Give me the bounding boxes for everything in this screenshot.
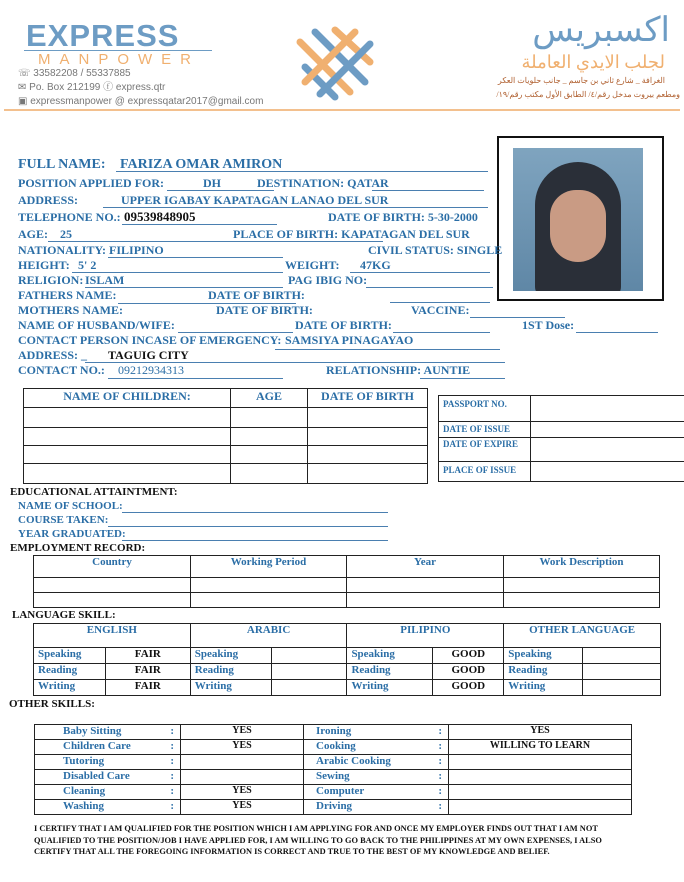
- children-header-age: AGE: [231, 389, 308, 408]
- skill-value[interactable]: [449, 770, 632, 785]
- language-skill-label: Speaking: [190, 648, 271, 664]
- language-skill-label: Reading: [34, 664, 106, 680]
- skill-value[interactable]: [449, 755, 632, 770]
- employment-cell[interactable]: [191, 578, 347, 593]
- height-value: 5' 2: [78, 258, 97, 272]
- skill-value[interactable]: YES: [181, 740, 304, 755]
- colon: :: [170, 755, 174, 767]
- first-dose-label: 1ST Dose:: [522, 318, 575, 332]
- skill-label: [35, 770, 181, 785]
- skill-name: Sewing: [316, 770, 350, 782]
- fathers-dob-label: DATE OF BIRTH:: [208, 288, 305, 302]
- skill-label: [35, 785, 181, 800]
- employment-title: EMPLOYMENT RECORD:: [10, 542, 146, 554]
- colon: :: [438, 800, 442, 812]
- skill-value[interactable]: YES: [181, 725, 304, 740]
- children-table: [23, 388, 428, 484]
- place-of-issue-label: PLACE OF ISSUE: [439, 462, 531, 482]
- skill-value[interactable]: YES: [181, 800, 304, 815]
- language-skill-label: Writing: [190, 680, 271, 696]
- child-cell[interactable]: [231, 428, 308, 446]
- religion-value: ISLAM: [85, 273, 125, 287]
- children-header-name: NAME OF CHILDREN:: [24, 389, 231, 408]
- course-label: COURSE TAKEN:: [18, 514, 109, 526]
- skill-name: Children Care: [63, 740, 131, 752]
- skill-name: Baby Sitting: [63, 725, 122, 737]
- colon: :: [438, 770, 442, 782]
- skill-value[interactable]: YES: [449, 725, 632, 740]
- date-of-issue-value[interactable]: [531, 422, 684, 438]
- child-cell[interactable]: [231, 446, 308, 464]
- other-skills-title: OTHER SKILLS:: [9, 698, 95, 710]
- date-of-expire-label: DATE OF EXPIRE: [439, 438, 531, 462]
- relationship-label: RELATIONSHIP: AUNTIE: [326, 363, 471, 377]
- language-title: LANGUAGE SKILL:: [12, 609, 116, 621]
- age-label: AGE:: [18, 227, 48, 241]
- language-skill-label: Writing: [347, 680, 433, 696]
- address-label: ADDRESS:: [18, 193, 79, 207]
- date-of-expire-value[interactable]: [531, 438, 684, 462]
- employment-cell[interactable]: [504, 593, 660, 608]
- skill-name: Driving: [316, 800, 353, 812]
- destination-label: DESTINATION: QATAR: [257, 176, 389, 190]
- language-header: OTHER LANGUAGE: [504, 624, 661, 648]
- instagram-icon: ▣: [18, 96, 28, 107]
- applicant-photo: [497, 136, 664, 301]
- language-skill-label: Reading: [190, 664, 271, 680]
- nationality-label: NATIONALITY: FILIPINO: [18, 243, 164, 257]
- language-skill-level[interactable]: FAIR: [105, 664, 190, 680]
- skill-label: [304, 740, 449, 755]
- pob-label: PLACE OF BIRTH: KAPATAGAN DEL SUR: [233, 227, 470, 241]
- skill-value[interactable]: [181, 770, 304, 785]
- position-label: POSITION APPLIED FOR:: [18, 176, 165, 190]
- child-cell[interactable]: [308, 408, 428, 428]
- school-label: NAME OF SCHOOL:: [18, 500, 123, 512]
- place-of-issue-value[interactable]: [531, 462, 684, 482]
- facebook-icon: ⓕ: [103, 82, 114, 93]
- spouse-label: NAME OF HUSBAND/WIFE:: [18, 318, 175, 332]
- skill-label: [304, 785, 449, 800]
- emergency-address-value: TAGUIG CITY: [108, 348, 189, 362]
- language-skill-level[interactable]: [583, 648, 661, 664]
- mothers-name-label: MOTHERS NAME:: [18, 303, 123, 317]
- language-skill-label: Speaking: [347, 648, 433, 664]
- skill-name: Arabic Cooking: [316, 755, 391, 767]
- employment-table: [33, 555, 660, 608]
- skill-label: [35, 800, 181, 815]
- dob-label: DATE OF BIRTH: 5-30-2000: [328, 210, 478, 224]
- other-skills-table: [34, 724, 632, 815]
- skill-label: [35, 725, 181, 740]
- language-skill-label: Writing: [34, 680, 106, 696]
- employment-header-period: Working Period: [191, 556, 347, 578]
- language-skill-label: Reading: [347, 664, 433, 680]
- arabic-address-1: الغرافة _ شارع ثاني بن جاسم _ جانب حلويات العكر: [497, 76, 665, 85]
- pagibig-label: PAG IBIG NO:: [288, 273, 368, 287]
- skill-name: Tutoring: [63, 755, 105, 767]
- religion-label: RELIGION:: [18, 273, 84, 287]
- full-name-label: FULL NAME:: [18, 157, 106, 172]
- colon: :: [170, 785, 174, 797]
- child-cell[interactable]: [24, 446, 231, 464]
- skill-label: [304, 800, 449, 815]
- full-name-value: FARIZA OMAR AMIRON: [120, 157, 283, 172]
- vaccine-label: VACCINE:: [411, 303, 470, 317]
- child-cell[interactable]: [24, 428, 231, 446]
- employment-cell[interactable]: [34, 578, 191, 593]
- employment-cell[interactable]: [34, 593, 191, 608]
- email-icon: @: [114, 96, 125, 107]
- emergency-label: CONTACT PERSON INCASE OF EMERGENCY:: [18, 333, 282, 347]
- education-title: EDUCATIONAL ATTAINTMENT:: [10, 486, 178, 498]
- child-cell[interactable]: [308, 446, 428, 464]
- skill-value[interactable]: [449, 785, 632, 800]
- skill-label: [304, 725, 449, 740]
- telephone-label: TELEPHONE NO.:: [18, 210, 121, 224]
- language-skill-label: Reading: [504, 664, 583, 680]
- language-skill-label: Speaking: [34, 648, 106, 664]
- brand-sub: MANPOWER: [38, 51, 200, 68]
- header-divider: [4, 109, 680, 111]
- colon: :: [438, 785, 442, 797]
- year-graduated-label: YEAR GRADUATED:: [18, 528, 126, 540]
- child-cell[interactable]: [308, 464, 428, 484]
- language-header: ARABIC: [190, 624, 347, 648]
- address-value: UPPER IGABAY KAPATAGAN LANAO DEL SUR: [121, 193, 389, 207]
- colon: :: [170, 800, 174, 812]
- arabic-address-2: ومطعم بيروت مدخل رقم/٤/ الطابق الأول مكتب رقم/١٩/: [496, 90, 680, 99]
- colon: :: [438, 755, 442, 767]
- language-skill-level[interactable]: GOOD: [433, 648, 504, 664]
- passport-no-label: PASSPORT NO.: [439, 396, 531, 422]
- skill-label: [35, 755, 181, 770]
- phone-icon: ☏: [18, 68, 31, 79]
- arabic-brand: اكسبريس: [532, 12, 670, 49]
- language-skill-level[interactable]: [271, 680, 347, 696]
- colon: :: [170, 770, 174, 782]
- child-cell[interactable]: [24, 464, 231, 484]
- skill-name: Ironing: [316, 725, 352, 737]
- language-header: PILIPINO: [347, 624, 504, 648]
- language-skill-level[interactable]: GOOD: [433, 680, 504, 696]
- mail-icon: ✉: [18, 82, 27, 93]
- emergency-address-label: ADDRESS: _: [18, 348, 88, 362]
- spouse-dob-label: DATE OF BIRTH:: [295, 318, 392, 332]
- arabic-sub: لجلب الايدي العاملة: [521, 52, 665, 72]
- colon: :: [438, 725, 442, 737]
- skill-value[interactable]: [449, 800, 632, 815]
- language-skill-level[interactable]: [583, 664, 661, 680]
- language-skill-label: Writing: [504, 680, 583, 696]
- date-of-issue-label: DATE OF ISSUE: [439, 422, 531, 438]
- skill-name: Disabled Care: [63, 770, 130, 782]
- contact-value: 09212934313: [118, 363, 184, 377]
- skill-label: [35, 740, 181, 755]
- employment-cell[interactable]: [504, 578, 660, 593]
- email: expressqatar2017@gmail.com: [127, 96, 264, 107]
- knot-logo-icon: [290, 22, 380, 104]
- skill-value[interactable]: [181, 755, 304, 770]
- instagram: expressmanpower: [30, 96, 112, 107]
- language-header: ENGLISH: [34, 624, 191, 648]
- position-value: DH: [203, 176, 221, 190]
- facebook: express.qtr: [115, 82, 166, 93]
- language-skill-level[interactable]: [271, 664, 347, 680]
- language-skill-level[interactable]: FAIR: [105, 680, 190, 696]
- skill-name: Cleaning: [63, 785, 106, 797]
- employment-header-year: Year: [347, 556, 504, 578]
- child-cell[interactable]: [231, 464, 308, 484]
- children-header-dob: DATE OF BIRTH: [308, 389, 428, 408]
- height-label: HEIGHT:: [18, 258, 70, 272]
- fathers-name-label: FATHERS NAME:: [18, 288, 117, 302]
- language-skill-level[interactable]: FAIR: [105, 648, 190, 664]
- employment-cell[interactable]: [347, 593, 504, 608]
- skill-name: Computer: [316, 785, 365, 797]
- telephone-value: 09539848905: [124, 209, 196, 224]
- skill-name: Cooking: [316, 740, 356, 752]
- contact-label: CONTACT NO.:: [18, 363, 105, 377]
- employment-cell[interactable]: [347, 578, 504, 593]
- language-skill-level[interactable]: [583, 680, 661, 696]
- skill-value[interactable]: WILLING TO LEARN: [449, 740, 632, 755]
- skill-label: [304, 755, 449, 770]
- mothers-dob-label: DATE OF BIRTH:: [216, 303, 313, 317]
- weight-value: 47KG: [360, 258, 391, 272]
- language-skill-level[interactable]: [271, 648, 347, 664]
- passport-no-value[interactable]: [531, 396, 684, 422]
- language-skill-label: Speaking: [504, 648, 583, 664]
- language-skill-level[interactable]: GOOD: [433, 664, 504, 680]
- child-cell[interactable]: [308, 428, 428, 446]
- certification-text: I CERTIFY THAT I AM QUALIFIED FOR THE POSITION WHICH I AM APPLYING FOR AND ONCE MY EMPLOYER FINDS OUT THAT I AM NOT QUALIFIED TO THE POSITION/JOB I HAVE APPLIED FOR, I AM WILLING TO GO BACK TO THE PHILIPPINES AT MY OWN EXPENSES, I ALSO CERTIFY THAT ALL THE FOREGOING INFORMATION IS CORRECT AND TRUE TO THE BEST OF MY KNOWLEDGE AND BELIEF.: [34, 824, 602, 856]
- weight-label: WEIGHT:: [285, 258, 340, 272]
- employment-header-country: Country: [34, 556, 191, 578]
- brand-logo: EXPRESS: [26, 18, 180, 53]
- colon: :: [170, 740, 174, 752]
- child-cell[interactable]: [231, 408, 308, 428]
- civil-status-label: CIVIL STATUS: SINGLE: [368, 243, 503, 257]
- pobox: Po. Box 212199: [29, 82, 101, 93]
- emergency-value: SAMSIYA PINAGAYAO: [285, 333, 414, 347]
- language-table: [33, 623, 661, 696]
- employment-header-description: Work Description: [504, 556, 660, 578]
- employment-cell[interactable]: [191, 593, 347, 608]
- skill-label: [304, 770, 449, 785]
- contact-info: [18, 67, 263, 109]
- child-cell[interactable]: [24, 408, 231, 428]
- phone: 33582208 / 55337885: [33, 68, 131, 79]
- skill-name: Washing: [63, 800, 104, 812]
- colon: :: [438, 740, 442, 752]
- skill-value[interactable]: YES: [181, 785, 304, 800]
- age-value: 25: [60, 227, 72, 241]
- passport-table: [438, 395, 684, 482]
- colon: :: [170, 725, 174, 737]
